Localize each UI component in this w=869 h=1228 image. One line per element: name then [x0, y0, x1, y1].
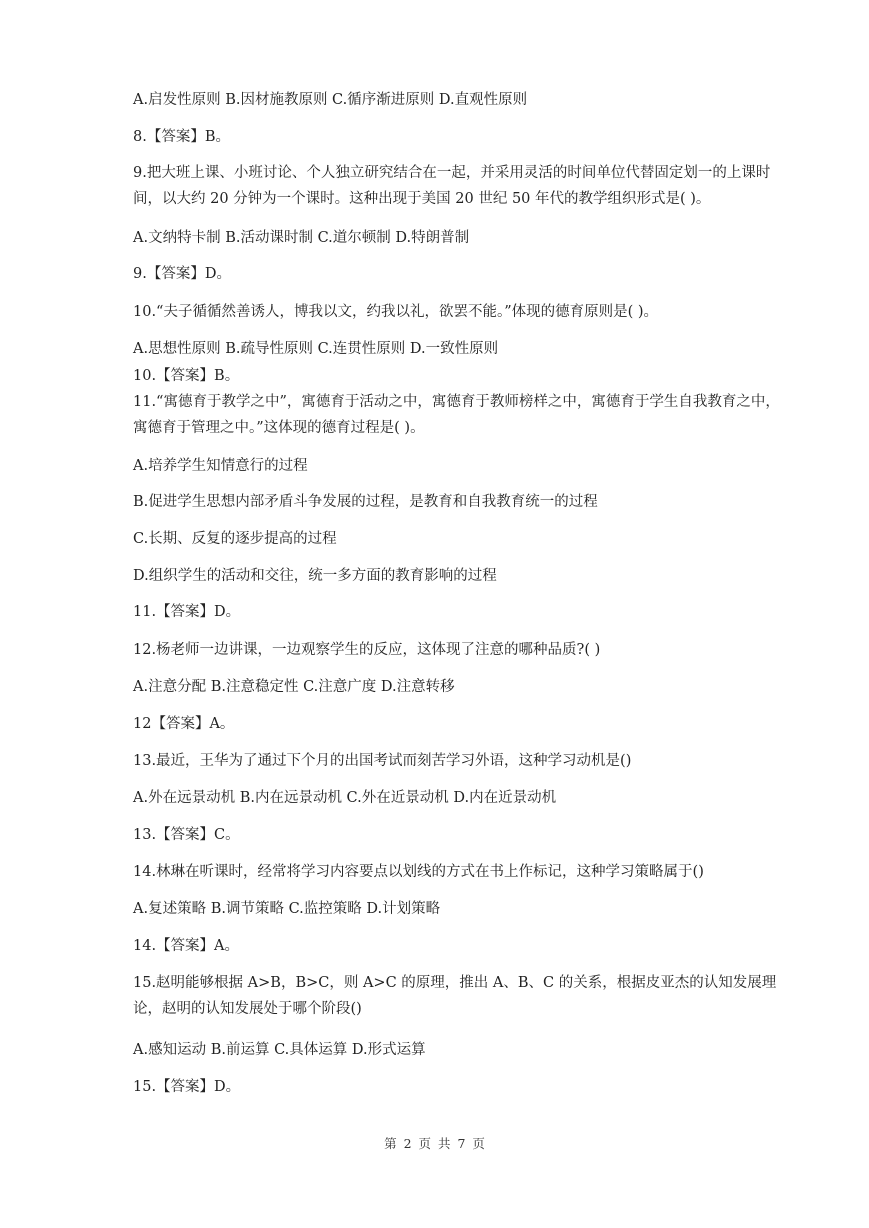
- q14-answer: 14.【答案】A。: [133, 938, 240, 954]
- q13-answer: 13.【答案】C。: [133, 827, 240, 843]
- page-footer: 第 2 页 共 7 页: [384, 1136, 485, 1151]
- q14-options: A.复述策略 B.调节策略 C.监控策略 D.计划策略: [133, 901, 441, 917]
- q13-question: 13.最近，王华为了通过下个月的出国考试而刻苦学习外语，这种学习动机是(): [133, 753, 632, 769]
- q11-option-b: B.促进学生思想内部矛盾斗争发展的过程，是教育和自我教育统一的过程: [133, 494, 598, 510]
- q14-question: 14.林琳在听课时，经常将学习内容要点以划线的方式在书上作标记，这种学习策略属于(): [133, 864, 704, 880]
- q11-question: 11.“寓德育于教学之中”，寓德育于活动之中，寓德育于教师榜样之中，寓德育于学生自我教育之中，寓德育于管理之中。”这体现的德育过程是( )。: [133, 394, 780, 436]
- q11-option-c: C.长期、反复的逐步提高的过程: [133, 531, 337, 547]
- q7-options: A.启发性原则 B.因材施教原则 C.循序渐进原则 D.直观性原则: [133, 92, 528, 108]
- q12-question: 12.杨老师一边讲课，一边观察学生的反应，这体现了注意的哪种品质?( ): [133, 642, 601, 658]
- q9-options: A.文纳特卡制 B.活动课时制 C.道尔顿制 D.特朗普制: [133, 230, 470, 246]
- q12-options: A.注意分配 B.注意稳定性 C.注意广度 D.注意转移: [133, 679, 455, 695]
- q15-answer: 15.【答案】D。: [133, 1079, 241, 1095]
- q9-question: 9.把大班上课、小班讨论、个人独立研究结合在一起，并采用灵活的时间单位代替固定划一的上课时间，以大约 20 分钟为一个课时。这种出现于美国 20 世纪 50 年代的教学组织形式是( )。: [133, 165, 771, 207]
- q10-options: A.思想性原则 B.疏导性原则 C.连贯性原则 D.一致性原则: [133, 341, 499, 357]
- q9-answer: 9.【答案】D。: [133, 266, 231, 282]
- q10-question: 10.“夫子循循然善诱人，博我以文，约我以礼，欲罢不能。”体现的德育原则是( )。: [133, 304, 659, 320]
- q11-option-a: A.培养学生知情意行的过程: [133, 458, 308, 474]
- q15-question: 15.赵明能够根据 A>B，B>C，则 A>C 的原理，推出 A、B、C 的关系，根据皮亚杰的认知发展理论，赵明的认知发展处于哪个阶段(): [133, 975, 777, 1017]
- q13-options: A.外在远景动机 B.内在远景动机 C.外在近景动机 D.内在近景动机: [133, 790, 557, 806]
- q8-answer: 8.【答案】B。: [133, 129, 230, 145]
- q12-answer: 12【答案】A。: [133, 716, 235, 732]
- q11-answer: 11.【答案】D。: [133, 604, 241, 620]
- q10-answer: 10.【答案】B。: [133, 368, 240, 384]
- q15-options: A.感知运动 B.前运算 C.具体运算 D.形式运算: [133, 1042, 426, 1058]
- q11-option-d: D.组织学生的活动和交往，统一多方面的教育影响的过程: [133, 568, 497, 584]
